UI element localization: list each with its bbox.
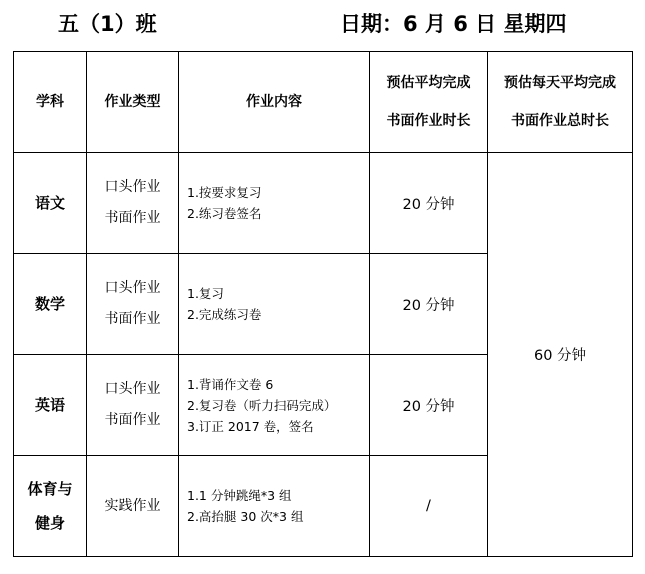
subject-cell: 体育与 健身 xyxy=(14,456,87,557)
page-header xyxy=(0,0,645,48)
header-subject: 学科 xyxy=(14,52,87,153)
date-line: 日期：6 月 6 日 星期四 xyxy=(340,12,567,36)
homework-table xyxy=(13,51,633,557)
table-header-row xyxy=(14,52,633,153)
avg-time-cell: 20 分钟 xyxy=(370,153,488,254)
subject-cell: 语文 xyxy=(14,153,87,254)
table-row xyxy=(14,153,633,254)
header-type: 作业类型 xyxy=(87,52,179,153)
avg-time-cell: 20 分钟 xyxy=(370,355,488,456)
type-cell: 口头作业 书面作业 xyxy=(87,153,179,254)
header-content: 作业内容 xyxy=(179,52,370,153)
avg-time-cell: 20 分钟 xyxy=(370,254,488,355)
subject-cell: 英语 xyxy=(14,355,87,456)
content-cell: 1.按要求复习 2.练习卷签名 xyxy=(179,153,370,254)
header-total-time: 预估每天平均完成 书面作业总时长 xyxy=(488,52,633,153)
subject-cell: 数学 xyxy=(14,254,87,355)
avg-time-cell: / xyxy=(370,456,488,557)
type-cell: 口头作业 书面作业 xyxy=(87,355,179,456)
content-cell: 1.背诵作文卷 6 2.复习卷（听力扫码完成） 3.订正 2017 卷，签名 xyxy=(179,355,370,456)
content-cell: 1.复习 2.完成练习卷 xyxy=(179,254,370,355)
type-cell: 口头作业 书面作业 xyxy=(87,254,179,355)
type-cell: 实践作业 xyxy=(87,456,179,557)
header-avg-time: 预估平均完成 书面作业时长 xyxy=(370,52,488,153)
class-title: 五（1）班 xyxy=(58,12,157,36)
content-cell: 1.1 分钟跳绳*3 组 2.高抬腿 30 次*3 组 xyxy=(179,456,370,557)
total-time-cell: 60 分钟 xyxy=(488,153,633,557)
